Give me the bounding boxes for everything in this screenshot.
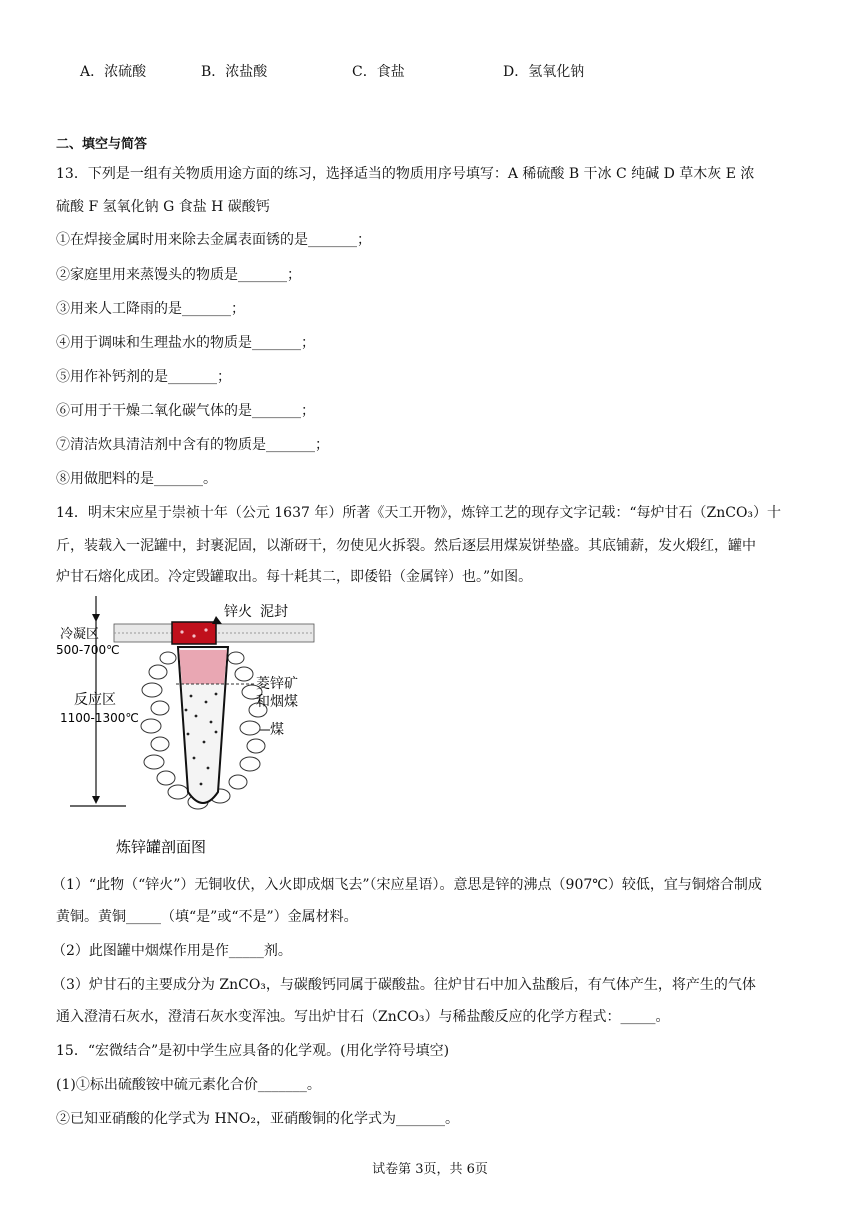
option-b: B．浓盐酸	[201, 64, 268, 80]
q13-item-7: ⑦清洁炊具清洁剂中含有的物质是_______；	[56, 437, 329, 453]
zinc-smelting-figure	[56, 592, 326, 862]
q14-stem-line-2: 斤，装载入一泥罐中，封裹泥固，以渐砑干，勿使见火拆裂。然后逐层用煤炭饼垫盛。其底铺薪，发火煅红，罐中	[56, 538, 756, 554]
q14-stem-line-3: 炉甘石熔化成团。冷定毁罐取出。每十耗其二，即倭铅（金属锌）也。”如图。	[56, 569, 533, 585]
q13-stem-line-2: 硫酸 F 氢氧化钠 G 食盐 H 碳酸钙	[56, 199, 270, 215]
option-a: A．浓硫酸	[80, 64, 147, 80]
q14-sub-3-line-1: （3）炉甘石的主要成分为 ZnCO₃，与碳酸钙同属于碳酸盐。往炉甘石中加入盐酸后，有气体产生，将产生的气体	[52, 977, 756, 993]
label-ore-2: 和烟煤	[256, 694, 298, 710]
figure-caption: 炼锌罐剖面图	[116, 838, 207, 856]
zinc-fire-marker	[212, 616, 222, 624]
q13-item-1: ①在焊接金属时用来除去金属表面锈的是_______；	[56, 232, 371, 248]
q15-stem: 15．“宏微结合”是初中学生应具备的化学观。(用化学符号填空)	[56, 1043, 450, 1059]
label-ore-1: 菱锌矿	[256, 676, 298, 692]
label-react: 反应区	[74, 692, 116, 708]
page-footer: 试卷第 3页，共 6页	[372, 1162, 488, 1177]
q13-item-2: ②家庭里用来蒸馒头的物质是_______；	[56, 267, 301, 283]
option-c: C．食盐	[352, 64, 405, 80]
label-coal: 煤	[270, 722, 284, 738]
label-zinc-fire: 锌火	[224, 604, 252, 620]
q13-item-3: ③用来人工降雨的是_______；	[56, 301, 245, 317]
condensation-zone	[179, 650, 227, 684]
arrow-bottom	[92, 796, 100, 804]
q15-item-2: ②已知亚硝酸的化学式为 HNO₂，亚硝酸铜的化学式为_______。	[56, 1111, 459, 1127]
q14-sub-3-line-2: 通入澄清石灰水，澄清石灰水变浑浊。写出炉甘石（ZnCO₃）与稀盐酸反应的化学方程式：_____。	[56, 1009, 670, 1025]
q14-sub-2: （2）此图罐中烟煤作用是作_____剂。	[52, 943, 292, 959]
arrow-top	[92, 614, 100, 622]
q13-stem-line-1: 13．下列是一组有关物质用途方面的练习，选择适当的物质用序号填写：A 稀硫酸 B 干冰 C 纯碱 D 草木灰 E 浓	[56, 166, 755, 182]
label-mud-seal: 泥封	[260, 604, 288, 620]
label-condense: 冷凝区	[60, 627, 100, 642]
q13-item-6: ⑥可用于干燥二氧化碳气体的是_______；	[56, 403, 315, 419]
q14-sub-1-line-1: （1）“此物（“锌火”）无铜收伏，入火即成烟飞去”（宋应星语）。意思是锌的沸点（907℃）较低，宜与铜熔合制成	[52, 877, 762, 893]
label-condense-temp: 500-700℃	[56, 643, 120, 657]
q14-sub-1-line-2: 黄铜。黄铜_____（填“是”或“不是”）金属材料。	[56, 909, 358, 925]
section-title: 二、填空与简答	[56, 137, 148, 152]
q14-stem-line-1: 14．明末宋应星于崇祯十年（公元 1637 年）所著《天工开物》，炼锌工艺的现存文字记载：“每炉甘石（ZnCO₃）十	[56, 505, 782, 521]
option-d: D．氢氧化钠	[503, 64, 585, 80]
q13-item-4: ④用于调味和生理盐水的物质是_______；	[56, 335, 315, 351]
q15-item-1: (1)①标出硫酸铵中硫元素化合价_______。	[56, 1077, 321, 1093]
q13-item-8: ⑧用做肥料的是_______。	[56, 471, 217, 487]
mud-seal-cap	[172, 622, 216, 644]
label-react-temp: 1100-1300℃	[60, 711, 139, 725]
q13-item-5: ⑤用作补钙剂的是_______；	[56, 369, 231, 385]
